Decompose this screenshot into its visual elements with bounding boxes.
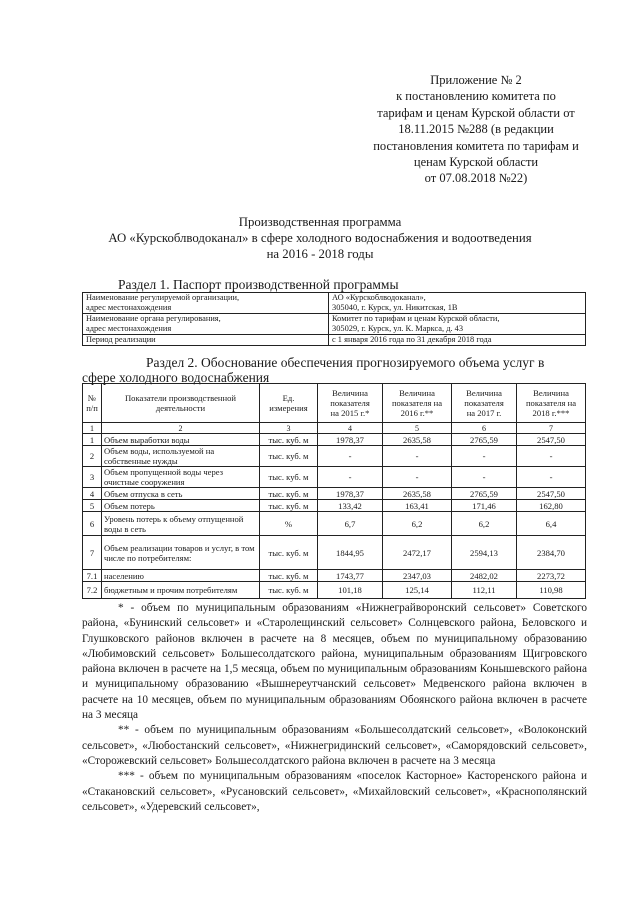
value-2015: 1978,37 <box>318 434 383 446</box>
column-number: 1 <box>83 423 102 434</box>
value-2015: 6,7 <box>318 512 383 536</box>
value-2018: 2547,50 <box>517 434 586 446</box>
unit: тыс. куб. м <box>260 536 318 570</box>
value-2017: 171,46 <box>452 500 517 512</box>
column-number: 3 <box>260 423 318 434</box>
column-header: Величина показателя на 2018 г.*** <box>517 384 586 423</box>
unit: тыс. куб. м <box>260 434 318 446</box>
table-row <box>83 467 586 488</box>
row-number: 7.2 <box>83 582 102 599</box>
value-2018: 2384,70 <box>517 536 586 570</box>
value-2017: 112,11 <box>452 582 517 599</box>
table-row <box>83 582 586 599</box>
row-number: 7 <box>83 536 102 570</box>
table-row <box>83 434 586 446</box>
value-2015: 1844,95 <box>318 536 383 570</box>
value-2018: 2547,50 <box>517 488 586 500</box>
indicator-name: Объем пропущенной воды через очистные сооружения <box>102 467 260 488</box>
column-number: 5 <box>383 423 452 434</box>
volume-table <box>82 383 586 599</box>
passport-value: АО «Курскоблводоканал», 305040, г. Курск, ул. Никитская, 1В <box>329 293 586 314</box>
value-2016: - <box>383 446 452 467</box>
appendix-line: от 07.08.2018 №22) <box>424 171 528 186</box>
table-row <box>83 570 586 582</box>
indicator-name: Уровень потерь к объему отпущенной воды в сеть <box>102 512 260 536</box>
passport-table <box>82 292 586 346</box>
value-2017: 2482,02 <box>452 570 517 582</box>
unit: тыс. куб. м <box>260 570 318 582</box>
unit: тыс. куб. м <box>260 446 318 467</box>
value-2018: - <box>517 467 586 488</box>
value-2017: - <box>452 467 517 488</box>
passport-row <box>83 335 586 346</box>
column-number: 6 <box>452 423 517 434</box>
program-title-line: Производственная программа <box>238 215 402 229</box>
row-number: 7.1 <box>83 570 102 582</box>
appendix-line: 18.11.2015 №288 (в редакции <box>398 122 554 137</box>
unit: тыс. куб. м <box>260 467 318 488</box>
value-2018: 2273,72 <box>517 570 586 582</box>
passport-value: Комитет по тарифам и ценам Курской области, 305029, г. Курск, ул. К. Маркса, д. 43 <box>329 314 586 335</box>
table-row <box>83 512 586 536</box>
value-2017: 2765,59 <box>452 434 517 446</box>
value-2016: 125,14 <box>383 582 452 599</box>
row-number: 5 <box>83 500 102 512</box>
column-header: № п/п <box>83 384 102 423</box>
appendix-line: к постановлению комитета по <box>396 89 556 104</box>
column-number-row <box>83 423 586 434</box>
passport-row <box>83 314 586 335</box>
value-2016: 6,2 <box>383 512 452 536</box>
indicator-name: Объем выработки воды <box>102 434 260 446</box>
program-title <box>40 214 600 262</box>
program-title-line: на 2016 - 2018 годы <box>266 247 374 261</box>
value-2016: 163,41 <box>383 500 452 512</box>
indicator-name: Объем потерь <box>102 500 260 512</box>
value-2018: - <box>517 446 586 467</box>
section2-title-cont: сфере холодного водоснабжения <box>82 370 270 385</box>
value-2015: 1978,37 <box>318 488 383 500</box>
row-number: 4 <box>83 488 102 500</box>
section2-title: Раздел 2. Обоснование обеспечения прогнозируемого объема услуг в <box>146 355 545 370</box>
value-2018: 110,98 <box>517 582 586 599</box>
column-number: 7 <box>517 423 586 434</box>
value-2015: 101,18 <box>318 582 383 599</box>
column-number: 4 <box>318 423 383 434</box>
passport-label: Наименование регулируемой организации, адрес местонахождения <box>83 293 329 314</box>
row-number: 6 <box>83 512 102 536</box>
value-2016: - <box>383 467 452 488</box>
footnote-1: * - объем по муниципальным образованиям «Нижнеграйворонский сельсовет» Советского района, «Бунинский сельсовет» и «Старолещинский сельсовет» Солнцевского района, Беловского и Глушковского районов включен в расчете на 8 месяцев, объем по муниципальному образованию «Любимовский сельсовет» Большесолдатского района, муниципальным образованиям Щигровского района включен в расчете на 1,5 месяца, объем по муниципальным образованиям Конышевского района и муниципальному образованию «Вышнереутчанский сельсовет» Медвенского района включен в расчете на 10 месяцев, объем по муниципальным образованиям Обоянского района включен в расчете на 3 месяца <box>82 602 587 722</box>
value-2017: 6,2 <box>452 512 517 536</box>
value-2016: 2635,58 <box>383 434 452 446</box>
unit: тыс. куб. м <box>260 488 318 500</box>
table-row <box>83 446 586 467</box>
value-2018: 162,80 <box>517 500 586 512</box>
unit: % <box>260 512 318 536</box>
section1-title: Раздел 1. Паспорт производственной программы <box>118 277 399 292</box>
value-2015: - <box>318 446 383 467</box>
program-title-line: АО «Курскоблводоканал» в сфере холодного водоснабжения и водоотведения <box>108 231 532 245</box>
indicator-name: Объем воды, используемой на собственные нужды <box>102 446 260 467</box>
value-2015: 1743,77 <box>318 570 383 582</box>
row-number: 1 <box>83 434 102 446</box>
column-header: Величина показателя на 2017 г. <box>452 384 517 423</box>
header-row <box>83 384 586 423</box>
appendix-header <box>356 72 596 187</box>
footnotes <box>82 601 587 815</box>
value-2018: 6,4 <box>517 512 586 536</box>
value-2015: - <box>318 467 383 488</box>
row-number: 3 <box>83 467 102 488</box>
passport-label: Наименование органа регулирования, адрес местонахождения <box>83 314 329 335</box>
indicator-name: Объем отпуска в сеть <box>102 488 260 500</box>
column-header: Величина показателя на 2016 г.** <box>383 384 452 423</box>
passport-row <box>83 293 586 314</box>
value-2016: 2635,58 <box>383 488 452 500</box>
indicator-name: Объем реализации товаров и услуг, в том числе по потребителям: <box>102 536 260 570</box>
unit: тыс. куб. м <box>260 500 318 512</box>
indicator-name: бюджетным и прочим потребителям <box>102 582 260 599</box>
indicator-name: населению <box>102 570 260 582</box>
column-header: Ед. измерения <box>260 384 318 423</box>
passport-label: Период реализации <box>83 335 329 346</box>
appendix-line: Приложение № 2 <box>430 73 522 87</box>
value-2017: 2594,13 <box>452 536 517 570</box>
appendix-line: ценам Курской области <box>413 155 539 170</box>
table-row <box>83 500 586 512</box>
column-header: Величина показателя на 2015 г.* <box>318 384 383 423</box>
table-row <box>83 536 586 570</box>
appendix-line: тарифам и ценам Курской области от <box>377 105 575 120</box>
value-2017: 2765,59 <box>452 488 517 500</box>
column-number: 2 <box>102 423 260 434</box>
passport-value: с 1 января 2016 года по 31 декабря 2018 года <box>329 335 586 346</box>
column-header: Показатели производственной деятельности <box>102 384 260 423</box>
value-2016: 2472,17 <box>383 536 452 570</box>
appendix-line: постановления комитета по тарифам и <box>373 138 579 153</box>
value-2016: 2347,03 <box>383 570 452 582</box>
footnote-3: *** - объем по муниципальным образованиям «поселок Касторное» Касторенского района и «Стакановский сельсовет», «Русановский сельсовет», «Михайловский сельсовет», «Краснополянский сельсовет», «Удеревский сельсовет», <box>82 770 587 813</box>
footnote-2: ** - объем по муниципальным образованиям «Большесолдатский сельсовет», «Волоконский сельсовет», «Любостанский сельсовет», «Нижнегридинский сельсовет», «Саморядовский сельсовет», «Сторожевский сельсовет» Большесолдатского района включен в расчете на 3 месяца <box>82 724 587 767</box>
row-number: 2 <box>83 446 102 467</box>
unit: тыс. куб. м <box>260 582 318 599</box>
value-2015: 133,42 <box>318 500 383 512</box>
table-row <box>83 488 586 500</box>
value-2017: - <box>452 446 517 467</box>
